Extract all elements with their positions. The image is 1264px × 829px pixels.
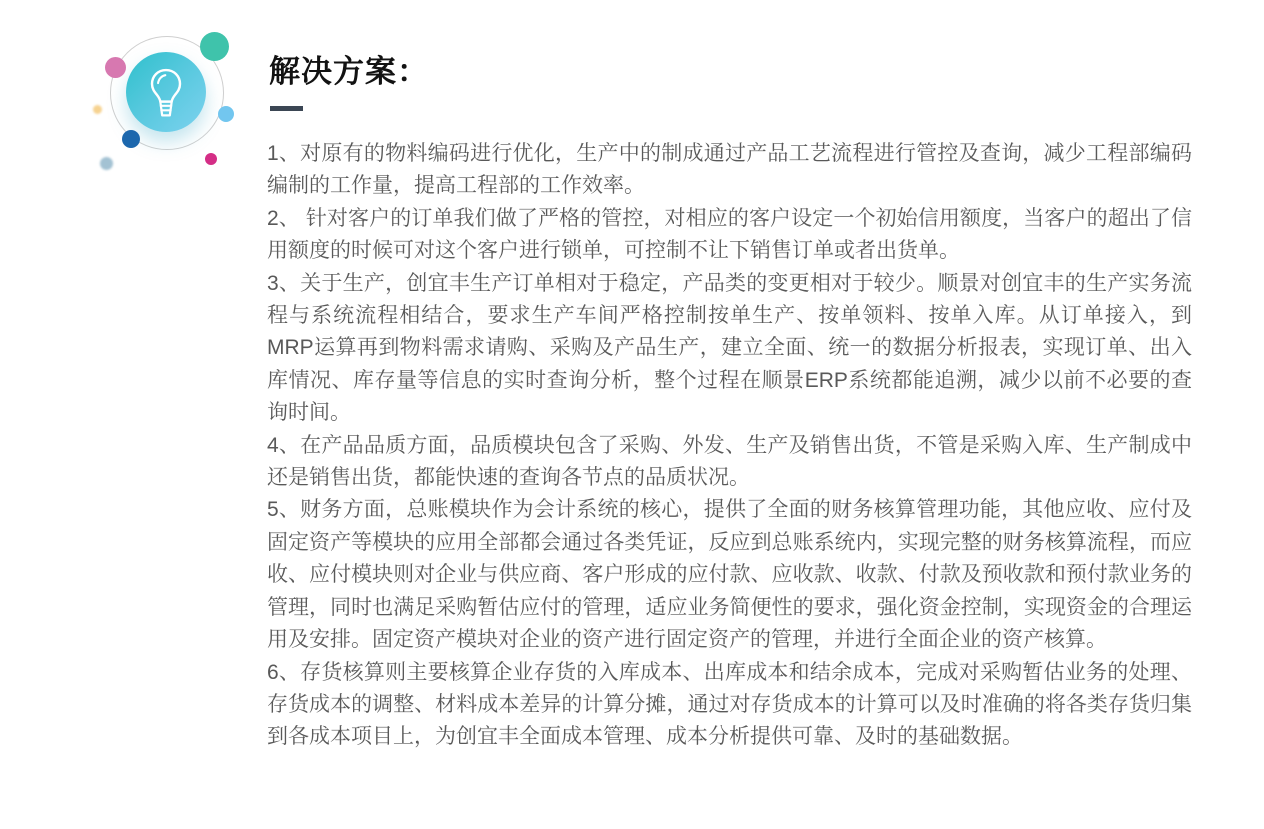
lightbulb-graphic [85, 20, 255, 190]
solution-paragraph-3: 3、关于生产，创宜丰生产订单相对于稳定，产品类的变更相对于较少。顺景对创宜丰的生产实务流程与系统流程相结合，要求生产车间严格控制按单生产、按单领料、按单入库。从订单接入，到MRP运算再到物料需求请购、采购及产品生产，建立全面、统一的数据分析报表，实现订单、出入库情况、库存量等信息的实时查询分析，整个过程在顺景ERP系统都能追溯，减少以前不必要的查询时间。 [267, 271, 1192, 425]
dot-pink [105, 57, 126, 78]
dot-darkblue [122, 130, 140, 148]
dot-teal [200, 32, 229, 61]
dot-magenta [205, 153, 217, 165]
dot-yellow [93, 105, 102, 114]
solution-paragraph-4: 4、在产品品质方面，品质模块包含了采购、外发、生产及销售出货，不管是采购入库、生产制成中还是销售出货，都能快速的查询各节点的品质状况。 [267, 433, 1192, 490]
solution-text [267, 138, 1192, 754]
dot-lightblue [218, 106, 234, 122]
page-title: 解决方案： [269, 54, 429, 89]
solution-paragraph-1: 1、对原有的物料编码进行优化，生产中的制成通过产品工艺流程进行管控及查询，减少工程部编码编制的工作量，提高工程部的工作效率。 [267, 142, 1192, 198]
solution-paragraph-6: 6、存货核算则主要核算企业存货的入库成本、出库成本和结余成本，完成对采购暂估业务的处理、存货成本的调整、材料成本差异的计算分摊，通过对存货成本的计算可以及时准确的将各类存货归集到各成本项目上，为创宜丰全面成本管理、成本分析提供可靠、及时的基础数据。 [267, 660, 1192, 749]
title-underline [270, 106, 303, 111]
lightbulb-glyph [143, 64, 189, 120]
lightbulb-icon [126, 52, 206, 132]
dot-grayblue [100, 157, 113, 170]
solution-paragraph-5: 5、财务方面，总账模块作为会计系统的核心，提供了全面的财务核算管理功能，其他应收、应付及固定资产等模块的应用全部都会通过各类凭证，反应到总账系统内，实现完整的财务核算流程，而应收、应付模块则对企业与供应商、客户形成的应付款、应收款、收款、付款及预收款和预付款业务的管理，同时也满足采购暂估应付的管理，适应业务简便性的要求，强化资金控制，实现资金的合理运用及安排。固定资产模块对企业的资产进行固定资产的管理，并进行全面企业的资产核算。 [267, 498, 1192, 652]
solution-paragraph-2: 2、 针对客户的订单我们做了严格的管控，对相应的客户设定一个初始信用额度，当客户的超出了信用额度的时候可对这个客户进行锁单，可控制不让下销售订单或者出货单。 [267, 206, 1192, 263]
